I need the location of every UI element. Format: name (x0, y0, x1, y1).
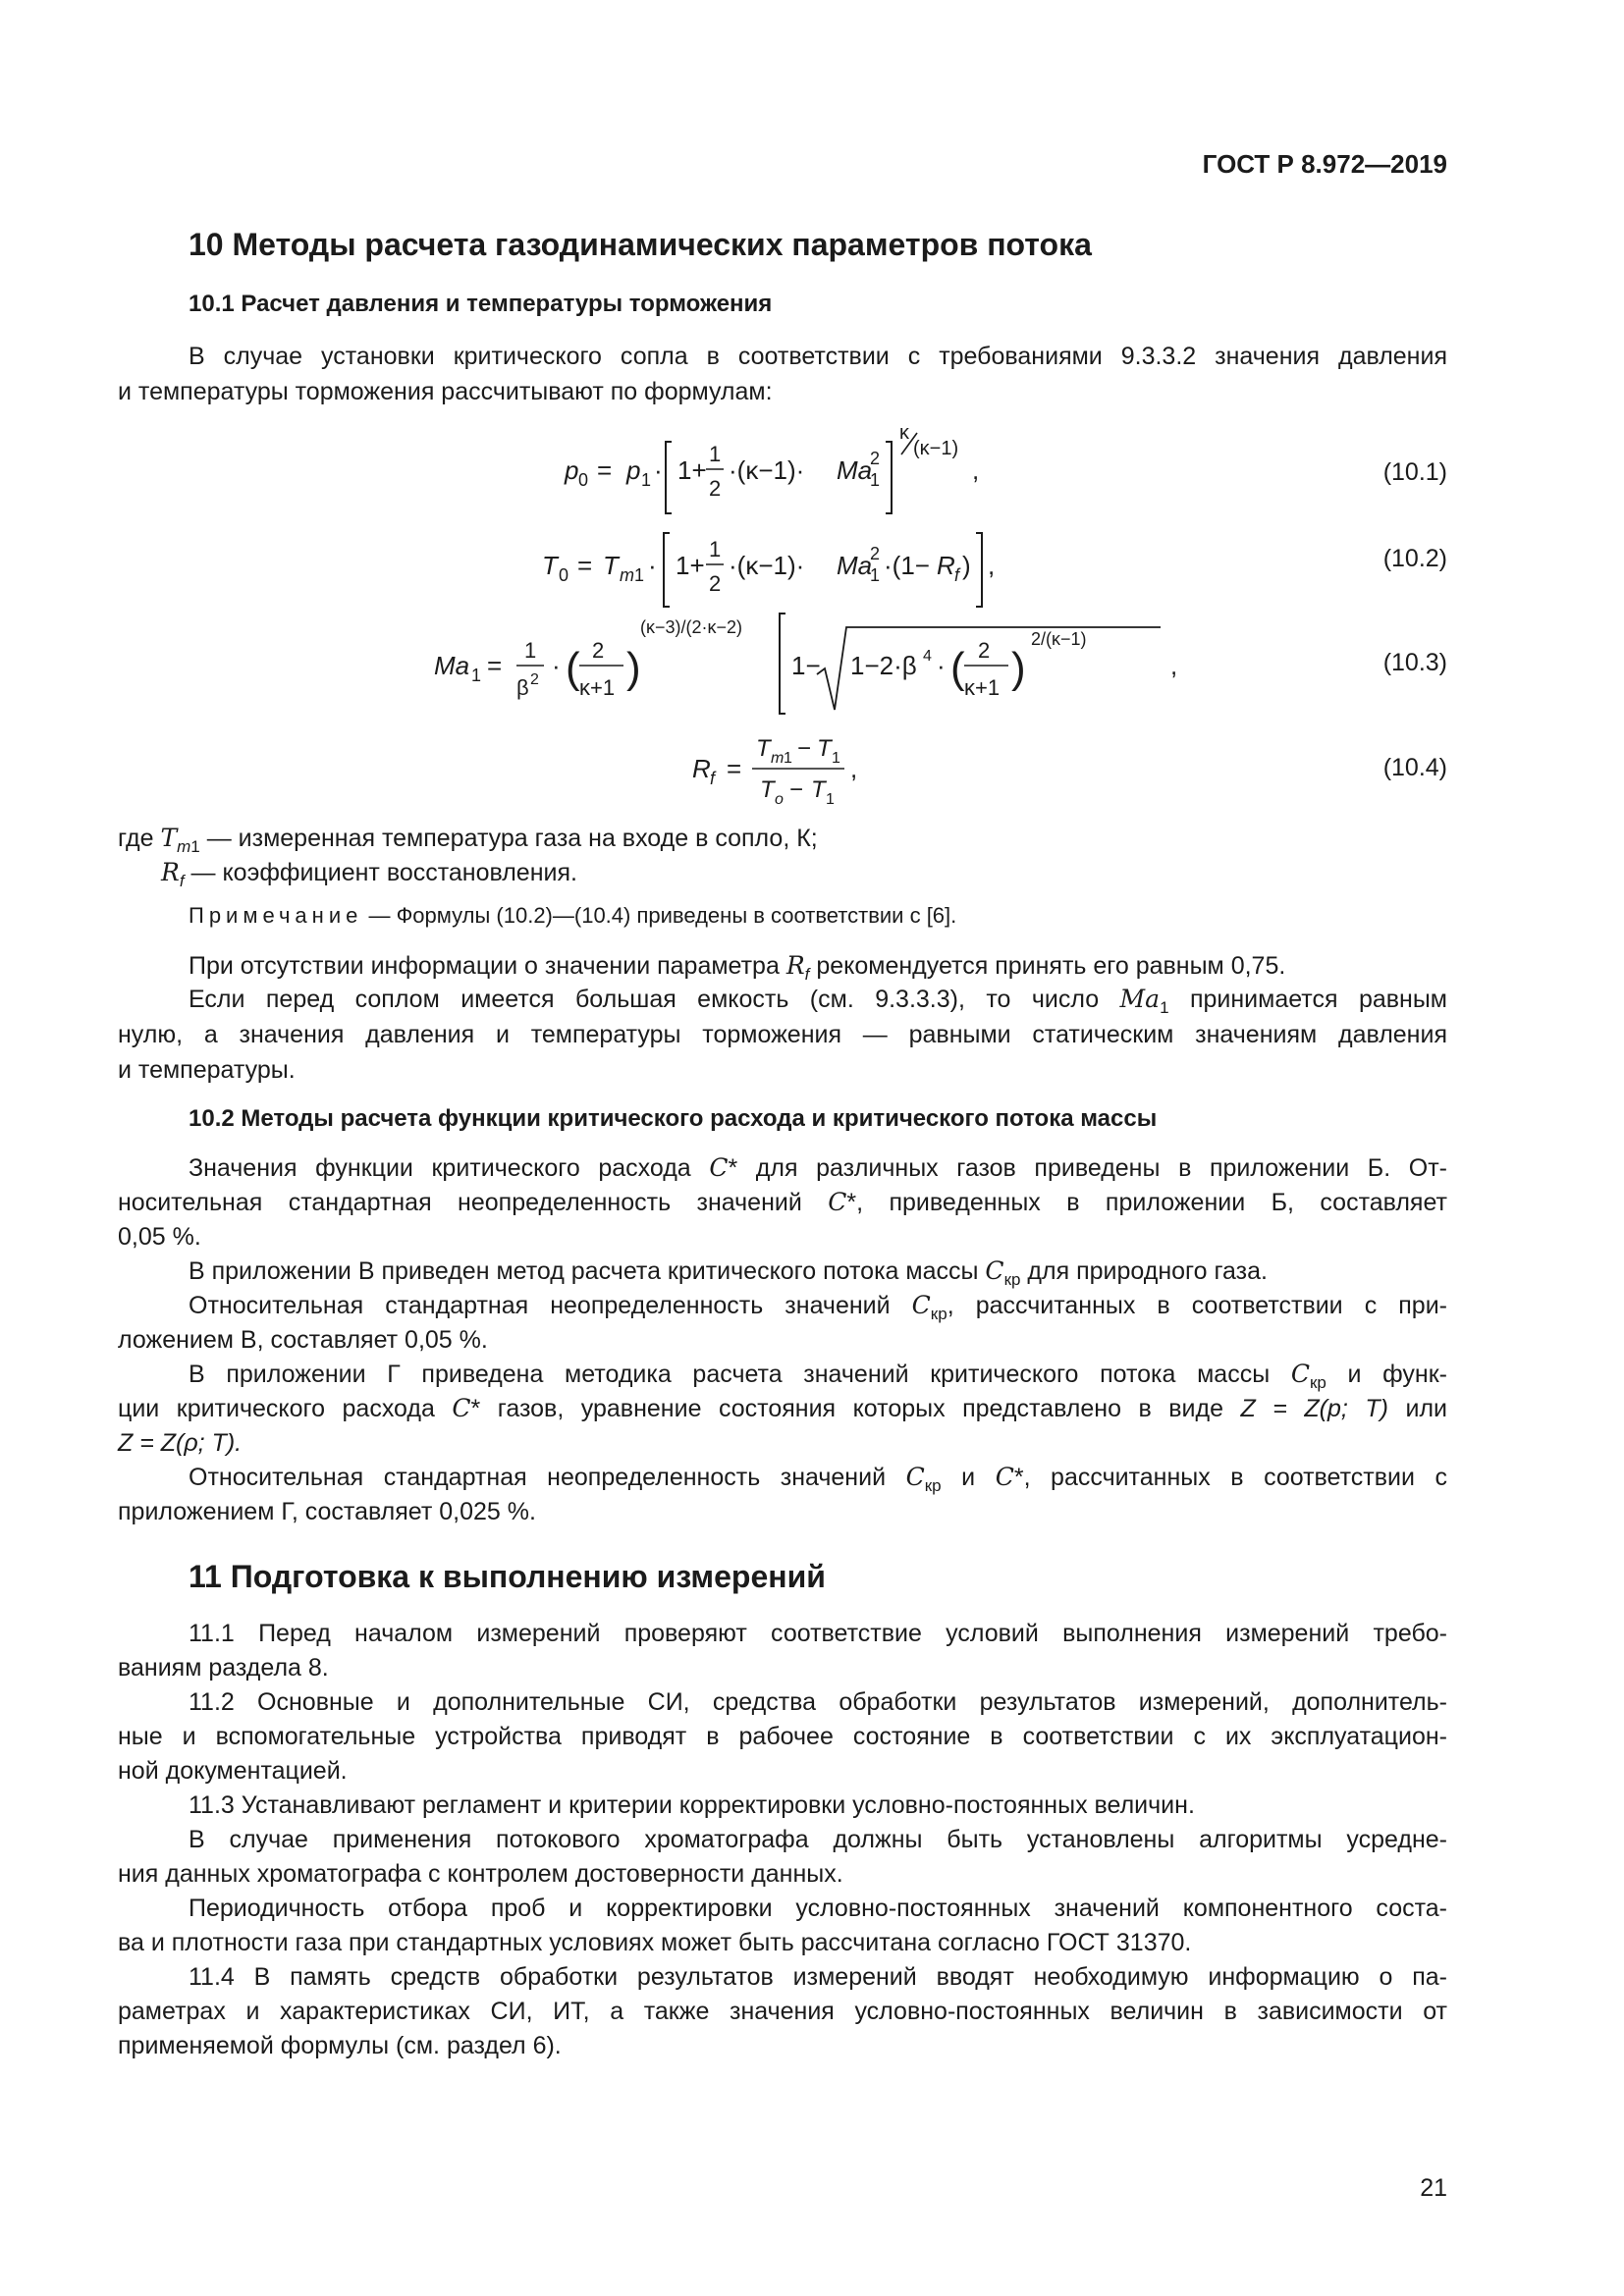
s11-line-11: 11.4 В память средств обработки результатов измерений вводят необходимую информацию о па- (189, 1963, 1447, 1991)
s11-line-8: ния данных хроматографа с контролем достоверности данных. (118, 1860, 843, 1888)
svg-text:−: − (797, 735, 812, 762)
svg-text:m: m (620, 565, 634, 585)
svg-text:(: ( (566, 644, 580, 692)
svg-text:Ma: Ma (837, 455, 873, 485)
svg-text:κ+1: κ+1 (964, 675, 1001, 700)
svg-text:,: , (988, 551, 996, 580)
document-code: ГОСТ Р 8.972—2019 (1202, 149, 1447, 179)
svg-text:o: o (775, 791, 784, 808)
svg-text:=: = (577, 551, 593, 580)
formula-10-1 (530, 417, 1021, 525)
svg-text:R: R (937, 551, 955, 580)
s11-line-12: раметрах и характеристиках СИ, ИТ, а также значения условно-постоянных величин в зависимости от (118, 1998, 1447, 2025)
svg-text:1: 1 (634, 565, 645, 585)
s11-line-6: 11.3 Устанавливают регламент и критерии корректировки условно-постоянных величин. (189, 1791, 1195, 1819)
svg-text:·(1−: ·(1− (884, 551, 930, 580)
svg-text:·: · (937, 651, 946, 680)
svg-text:=: = (597, 455, 613, 485)
paragraph-annex-v: В приложении В приведен метод расчета критического потока массы $C_{кр}$ для природного газа. (189, 1256, 1268, 1289)
paragraph-annex-g-l1: В приложении Г приведена методика расчета значений критического потока массы $C_{кр}$ и функ- (189, 1360, 1447, 1392)
svg-text:0: 0 (559, 565, 569, 585)
svg-text:1: 1 (709, 442, 722, 466)
svg-text:2: 2 (870, 449, 881, 468)
svg-text:(κ−1): (κ−1) (913, 438, 959, 459)
svg-text:1: 1 (784, 750, 792, 767)
svg-text:1+: 1+ (676, 551, 705, 580)
paragraph-uncertainty-g-l2: приложением Г, составляет 0,025 %. (118, 1498, 536, 1525)
svg-text:,: , (972, 455, 980, 485)
svg-text:(κ−3)/(2·κ−2): (κ−3)/(2·κ−2) (640, 617, 743, 637)
paragraph-rf-default: При отсутствии информации о значении параметра $R_f$ рекомендуется принять его равным 0,75. (189, 951, 1286, 984)
svg-text:1: 1 (709, 537, 722, 561)
svg-text:T: T (603, 551, 619, 580)
svg-text:p: p (626, 455, 641, 485)
svg-text:1: 1 (826, 791, 835, 808)
svg-text:β: β (516, 675, 529, 700)
formula-number-10-4: (10.4) (1382, 754, 1447, 781)
svg-text:Ma: Ma (837, 551, 873, 580)
svg-text:R: R (692, 754, 711, 783)
paragraph-large-vessel-l1: Если перед соплом имеется большая емкость (см. 9.3.3.3), то число $Ma_1$ принимается равным (189, 985, 1447, 1017)
subsection-10-2-title: 10.2 Методы расчета функции критического расхода и критического потока массы (189, 1105, 1158, 1132)
svg-text:κ+1: κ+1 (579, 675, 616, 700)
svg-text:T: T (756, 735, 771, 762)
svg-text:=: = (487, 651, 503, 680)
svg-text:·: · (552, 651, 561, 680)
s11-line-7: В случае применения потокового хроматографа должны быть установлены алгоритмы усредне- (189, 1826, 1447, 1853)
svg-text:p: p (565, 455, 579, 485)
svg-text:T: T (542, 551, 558, 580)
paragraph-uncertainty-g-l1: Относительная стандартная неопределенность значений $C_{кр}$ и C*, рассчитанных в соответствии с (189, 1463, 1448, 1495)
page-number: 21 (1420, 2174, 1447, 2202)
s11-line-1: 11.1 Перед началом измерений проверяют соответствие условий выполнения измерений требо- (189, 1620, 1447, 1647)
svg-text:T: T (811, 776, 826, 803)
svg-text:2: 2 (978, 638, 991, 663)
svg-text:·(κ−1)·: ·(κ−1)· (729, 551, 805, 580)
s11-line-13: применяемой формулы (см. раздел 6). (118, 2032, 562, 2059)
svg-text:T: T (760, 776, 775, 803)
intro-line-2: и температуры торможения рассчитывают по формулам: (118, 378, 773, 405)
svg-text:·: · (654, 455, 663, 485)
paragraph-critical-flow-l3: 0,05 %. (118, 1223, 201, 1251)
where-line-2: $R_f$ — коэффициент восстановления. (161, 858, 577, 890)
s11-line-3: 11.2 Основные и дополнительные СИ, средства обработки результатов измерений, дополнитель- (189, 1688, 1447, 1716)
svg-text:κ: κ (899, 422, 909, 444)
s11-line-4: ные и вспомогательные устройства приводят в рабочее состояние в соответствии с их эксплуатацион- (118, 1723, 1447, 1750)
where-line-1: где $T_{m1}$ — измеренная температура газа на входе в сопло, К; (118, 824, 818, 856)
paragraph-uncertainty-v-l2: ложением В, составляет 0,05 %. (118, 1326, 488, 1354)
svg-text:1: 1 (524, 638, 537, 663)
section-10-title: 10 Методы расчета газодинамических параметров потока (189, 227, 1092, 262)
svg-text:,: , (1170, 653, 1178, 680)
svg-text:1−: 1− (791, 651, 821, 680)
formula-10-3 (422, 604, 1168, 731)
paragraph-large-vessel-l3: и температуры. (118, 1056, 296, 1084)
paragraph-annex-g-l3: Z = Z(ρ; T). (118, 1429, 243, 1457)
paragraph-critical-flow-l2: носительная стандартная неопределенность значений C*, приведенных в приложении Б, составляет (118, 1188, 1447, 1216)
svg-text:4: 4 (923, 648, 932, 665)
svg-text:1+: 1+ (677, 455, 707, 485)
svg-text:1: 1 (832, 750, 840, 767)
svg-text:−: − (789, 776, 804, 803)
section-11-title: 11 Подготовка к выполнению измерений (189, 1559, 826, 1594)
svg-text:Ma: Ma (434, 651, 470, 680)
svg-text:1: 1 (870, 565, 881, 585)
formula-10-4 (677, 726, 903, 815)
formula-number-10-3: (10.3) (1382, 649, 1447, 676)
paragraph-annex-g-l2: ции критического расхода C* газов, уравнение состояния которых представлено в виде Z = Z(p; T) или (118, 1394, 1447, 1422)
svg-text:2: 2 (530, 671, 539, 688)
paragraph-uncertainty-v-l1: Относительная стандартная неопределенность значений $C_{кр}$, рассчитанных в соответствии с при- (189, 1291, 1447, 1323)
svg-text:,: , (850, 754, 858, 783)
svg-text:1: 1 (870, 470, 881, 490)
note: Примечание — Формулы (10.2)—(10.4) приведены в соответствии с [6]. (189, 903, 957, 928)
s11-line-5: ной документацией. (118, 1757, 348, 1785)
svg-text:f: f (710, 769, 716, 788)
paragraph-critical-flow-l1: Значения функции критического расхода C* для различных газов приведены в приложении Б. От- (189, 1153, 1447, 1182)
svg-text:1: 1 (471, 666, 482, 685)
svg-text:2: 2 (870, 544, 881, 563)
svg-text:m: m (771, 750, 785, 767)
svg-text:T: T (817, 735, 832, 762)
svg-text:): ) (962, 551, 971, 580)
svg-text:(: ( (950, 644, 965, 692)
svg-text:2: 2 (709, 476, 722, 501)
formula-10-2 (530, 520, 1041, 614)
svg-text:2/(κ−1): 2/(κ−1) (1031, 629, 1087, 649)
svg-text:2: 2 (592, 638, 605, 663)
s11-line-9: Периодичность отбора проб и корректировки условно-постоянных значений компонентного соста- (189, 1895, 1447, 1922)
formula-number-10-1: (10.1) (1382, 458, 1447, 486)
svg-text:=: = (727, 754, 742, 783)
intro-line-1: В случае установки критического сопла в соответствии с требованиями 9.3.3.2 значения давления (189, 343, 1447, 370)
s11-line-10: ва и плотности газа при стандартных условиях может быть рассчитана согласно ГОСТ 31370. (118, 1929, 1192, 1956)
svg-text:): ) (1011, 644, 1026, 692)
svg-text:·(κ−1)·: ·(κ−1)· (729, 455, 805, 485)
svg-text:1: 1 (641, 470, 652, 490)
paragraph-large-vessel-l2: нулю, а значения давления и температуры торможения — равными статическим значениям давления (118, 1021, 1447, 1048)
s11-line-2: ваниям раздела 8. (118, 1654, 329, 1682)
svg-text:f: f (954, 565, 960, 585)
svg-text:2: 2 (709, 571, 722, 596)
svg-text:0: 0 (578, 470, 589, 490)
svg-text:·: · (648, 551, 657, 580)
subsection-10-1-title: 10.1 Расчет давления и температуры торможения (189, 291, 773, 317)
svg-text:): ) (626, 644, 641, 692)
svg-text:1−2·β: 1−2·β (850, 651, 917, 680)
formula-number-10-2: (10.2) (1382, 545, 1447, 572)
